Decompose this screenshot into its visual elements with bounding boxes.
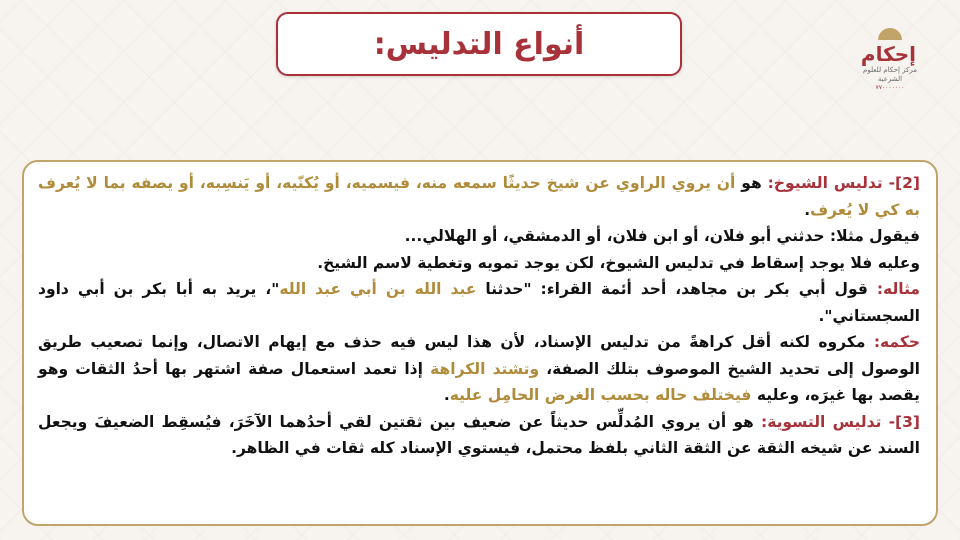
paragraph-no-isqat: [38, 250, 920, 277]
logo-mark: [860, 28, 916, 66]
text-run: فيقول مثلا: حدثني أبو فلان، أو ابن فلان، أو الدمشقي، أو الهلالي...: [404, 227, 920, 245]
definition-text: أن يروي الراوي عن شيخ حديثًا سمعه منه، فيسميه، أو يُكنّيه، أو يَنسِبه، أو يصفه بما لا يُعرف به كي لا يُعرف: [38, 174, 920, 219]
title-banner: [276, 12, 682, 76]
text-run: مكروه لكنه أقل كراهةً من تدليس الإسناد، لأن هذا ليس فيه حذف مع إيهام الاتصال، وإنما تصعيب طريق الوصول إلى تحديد الشيخ الموصوف بتلك الصفة،: [38, 333, 920, 378]
text-run: قول أبي بكر بن مجاهد، أحد أئمة القراء: "حدثنا: [476, 280, 868, 298]
narrator-name: عبد الله بن أبي عبد الله: [279, 280, 477, 298]
paragraph-tadlis-taswiya: [38, 409, 920, 462]
logo-name: إحكام: [860, 42, 916, 66]
text-run: وعليه فلا يوجد إسقاط في تدليس الشيوخ، لكن يوجد تمويه وتغطية لاسم الشيخ.: [317, 253, 920, 272]
paragraph-mithaluh: [38, 276, 920, 329]
example-label: مثاله:: [867, 280, 921, 298]
logo-phone: ٧٧٠٠٠٠٠٠٠: [875, 84, 905, 91]
section-heading: [2]- تدليس الشيوخ:: [761, 174, 920, 192]
highlight-text: وتشتد الكراهة: [430, 359, 540, 378]
page-title: أنواع التدليس:: [373, 26, 585, 62]
text-run: .: [443, 386, 450, 404]
text-run: هو: [735, 174, 762, 192]
text-run: "، يريد به أبا بكر بن أبي داود السجستاني".: [38, 280, 920, 325]
logo-subtitle: مركز إحكام للعلوم الشرعية: [863, 66, 917, 83]
dome-icon: [878, 28, 902, 40]
text-run: إذا تعمد استعمال صفة اشتهر بها أحدُ الثقات وهو يقصد بها غيرَه، وعليه: [38, 359, 920, 404]
paragraph-hukmuh: [38, 329, 920, 409]
content-box: [22, 160, 938, 526]
highlight-text: فيختلف حاله بحسب الغرض الحامِل عليه: [449, 386, 752, 404]
text-run: هو أن يروي المُدلِّس حديثاً عن ضعيف بين ثقتين لقي أحدُهما الآخَرَ، فيُسقِط الضعيفَ ويجعل السند عن شيخه الثقة عن الثقة الثاني بلفظ محتمل، فيستوي الإسناد كله ثقات في الظاهر.: [38, 412, 920, 457]
paragraph-tadlis-shuyukh: [38, 170, 920, 223]
logo: [850, 28, 930, 92]
ruling-label: حكمه:: [865, 333, 921, 351]
paragraph-example-saying: [38, 223, 920, 250]
section-heading: [3]- تدليس التسوية:: [753, 412, 920, 431]
text-run: .: [804, 200, 811, 219]
